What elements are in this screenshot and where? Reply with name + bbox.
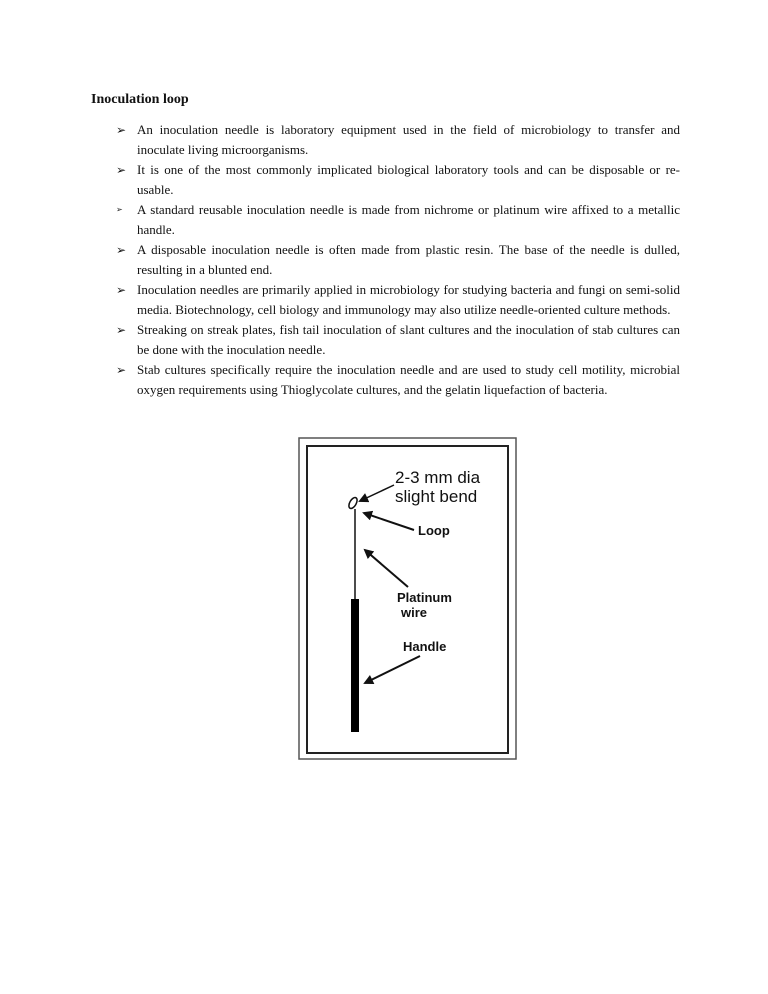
list-item — [116, 120, 680, 160]
list-item — [116, 320, 680, 360]
inoculation-loop-diagram — [298, 437, 517, 760]
list-item — [116, 240, 680, 280]
wire-label-line1: Platinum — [397, 590, 452, 605]
list-item — [116, 280, 680, 320]
loop-label: Loop — [418, 523, 450, 538]
arrowhead-bullet-icon: ➢ — [116, 163, 127, 177]
list-item-text: Inoculation needles are primarily applied in microbiology for studying bacteria and fungi on semi-solid media. Biotechnology, cell biology and immunology may also utilize needle-oriented culture methods. — [137, 282, 680, 317]
list-item — [116, 160, 680, 200]
needle-handle — [351, 599, 359, 732]
arrowhead-bullet-icon: ➢ — [116, 283, 127, 297]
list-item-text: A standard reusable inoculation needle is made from nichrome or platinum wire affixed to a metallic handle. — [137, 202, 680, 237]
list-item — [116, 200, 680, 240]
handle-label: Handle — [403, 639, 447, 654]
list-item-text: A disposable inoculation needle is often made from plastic resin. The base of the needle is dulled, resulting in a blunted end. — [137, 242, 680, 277]
arrowhead-bullet-icon: ➢ — [116, 123, 127, 137]
bend-label-line1: 2-3 mm dia — [395, 468, 481, 487]
list-item-text: It is one of the most commonly implicated biological laboratory tools and can be disposable or re-usable. — [137, 162, 680, 197]
bend-label-line2: slight bend — [395, 487, 478, 506]
section-heading: Inoculation loop — [91, 92, 189, 107]
arrowhead-bullet-icon: ➢ — [116, 243, 127, 257]
list-item-text: Streaking on streak plates, fish tail inoculation of slant cultures and the inoculation of stab cultures can be done with the inoculation needle. — [137, 322, 680, 357]
arrowhead-bullet-icon: ➢ — [116, 323, 127, 337]
bullet-list — [116, 120, 680, 400]
list-item-text: An inoculation needle is laboratory equipment used in the field of microbiology to transfer and inoculate living microorganisms. — [137, 122, 680, 157]
wire-label-line2: wire — [401, 605, 428, 620]
arrowhead-bullet-icon: ➢ — [116, 205, 123, 214]
list-item-text: Stab cultures specifically require the inoculation needle and are used to study cell motility, microbial oxygen requirements using Thioglycolate cultures, and the gelatin liquefaction of bacteria. — [137, 362, 680, 397]
arrowhead-bullet-icon: ➢ — [116, 363, 127, 377]
inoculation-loop-figure — [298, 437, 517, 760]
list-item — [116, 360, 680, 400]
